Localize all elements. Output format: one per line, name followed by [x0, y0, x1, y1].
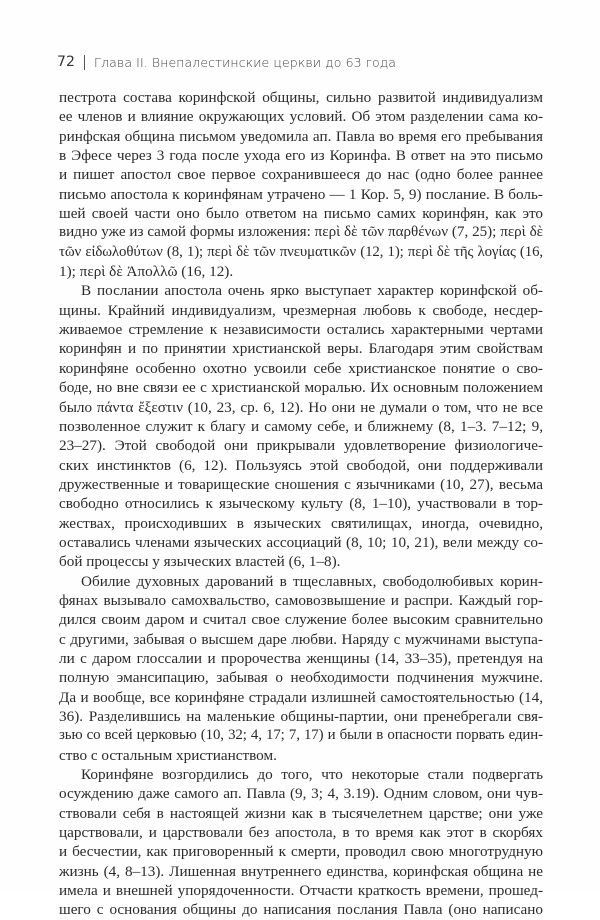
text-line: бой процессы у языческих властей (6, 1–8). — [59, 553, 341, 571]
text-line: позволенное служит к благу и самому себе, и ближнему (8, 1–3. 7–12; 9, — [59, 417, 543, 435]
text-line: живаемое стремление к независимости остались характерными чертами — [59, 321, 543, 339]
paragraph — [59, 765, 543, 920]
text-line: имела и внешней упорядоченности. Отчасти краткость времени, прошед- — [59, 882, 543, 900]
text-line: письмо апостола к коринфянам утрачено — 1 Кор. 5, 9) послание. В боль- — [59, 185, 543, 203]
text-line: царствовали, и царствовали без апостола, в то время как этот в скорбях — [59, 824, 543, 842]
text-line: τῶν εἰδωλοθύτων (8, 1); περὶ δὲ τῶν πνευματικῶν (12, 1); περὶ δὲ τῆς λογίας (16, — [59, 243, 543, 260]
text-line: жизнь (4, 8–13). Лишенная внутреннего единства, коринфская община не — [59, 862, 543, 880]
text-line: было πάντα ἔξεστιν (10, 23, ср. 6, 12). Но они не думали о том, что не все — [59, 398, 543, 416]
text-line: 1); περὶ δὲ Ἀπολλῶ (16, 12). — [59, 263, 234, 281]
text-line: ринфская община письмом уведомила ап. Павла во время его пребывания — [59, 127, 543, 145]
paragraph — [59, 281, 543, 571]
page-number: 72 — [57, 54, 76, 70]
text-line: 36). Разделившись на маленькие общины-партии, они пренебрегали свя- — [59, 708, 543, 725]
text-line: пестрота состава коринфской общины, сильно развитой индивидуализм — [59, 89, 543, 106]
text-line: оставались членами языческих ассоциаций (8, 10; 10, 21), вели между со- — [59, 533, 543, 551]
text-line: шей своей части оно было ответом на письмо самих коринфян, как это — [59, 205, 543, 223]
text-line: ских инстинктов (6, 12). Пользуясь этой свободой, они поддерживали — [59, 456, 543, 474]
text-line: дился своим даром и считал свое служение более высоким сравнительно — [59, 611, 543, 629]
text-line: фянах вызывало самохвальство, самовозвышение и распри. Каждый гор- — [59, 591, 543, 609]
text-line: осуждению даже самого ап. Павла (9, 3; 4, 3.19). Одним словом, они чув- — [59, 785, 543, 803]
text-line: в Эфесе через 3 года после ухода его из Коринфа. В ответ на это письмо — [59, 147, 543, 165]
text-line: с другими, забывая о высшем даре любви. Наряду с мужчинами выступа- — [59, 630, 543, 648]
text-line: боде, но вне связи ее с христианской моралью. Их основным положением — [59, 379, 543, 397]
text-line: щины. Крайний индивидуализм, чрезмерная любовь к свободе, несдер- — [59, 301, 543, 319]
paragraph — [59, 88, 543, 281]
text-line: свободно относились к языческому культу (8, 1–10), участвовали в тор- — [59, 495, 543, 513]
header-separator — [84, 55, 85, 70]
text-line: ство с остальным христианством. — [59, 746, 277, 764]
chapter-title: Глава II. Внепалестинские церкви до 63 года — [94, 54, 397, 70]
text-line: полную эмансипацию, забывая о необходимости подчинения мужчине. — [59, 669, 543, 687]
running-head — [57, 52, 396, 72]
text-line: 23–27). Этой свободой они прикрывали удовлетворение физиологиче- — [59, 437, 543, 455]
text-line: ее членов и влияние окружающих условий. Об этом разделении сама ко- — [59, 108, 543, 126]
text-line: зью со всей церковью (10, 32; 4, 17; 7, 17) и были в опасности порвать един- — [59, 727, 543, 744]
text-line: дружественные и товарищеские сношения с язычниками (10, 27), весьма — [59, 475, 543, 493]
text-line: видно уже из самой формы изложения: περὶ δὲ τῶν παρθένων (7, 25); περὶ δὲ — [59, 224, 543, 241]
text-line: ствовали себя в настоящей жизни как в тысячелетнем царстве; они уже — [59, 804, 543, 822]
text-line: коринфяне особенно охотно усвоили себе христианское понятие о сво- — [59, 359, 543, 377]
text-line: Коринфяне возгордились до того, что некоторые стали подвергать — [81, 766, 543, 784]
paragraph — [59, 572, 543, 765]
text-line: В послании апостола очень ярко выступает характер коринфской об- — [81, 282, 543, 300]
text-line: и бесчестии, как приговоренный к смерти, проводил свою многотрудную — [59, 843, 543, 861]
text-line: коринфян и по принятии христианской веры. Благодаря этим свойствам — [59, 340, 543, 358]
text-line: шего с основания общины до написания послания Павла (оно написано — [59, 901, 543, 919]
text-line: Обилие духовных дарований в тщеславных, свободолюбивых корин- — [81, 572, 543, 590]
text-line: жествах, происходивших в языческих святилищах, иногда, очевидно, — [59, 514, 543, 532]
text-line: ли с даром глоссалии и пророчества женщины (14, 33–35), претендуя на — [59, 649, 543, 667]
body-text — [59, 88, 543, 920]
text-line: и пишет апостол свое первое сохранившееся до нас (одно более раннее — [59, 166, 543, 184]
text-line: Да и вообще, все коринфяне страдали излишней самостоятельностью (14, — [59, 688, 543, 706]
